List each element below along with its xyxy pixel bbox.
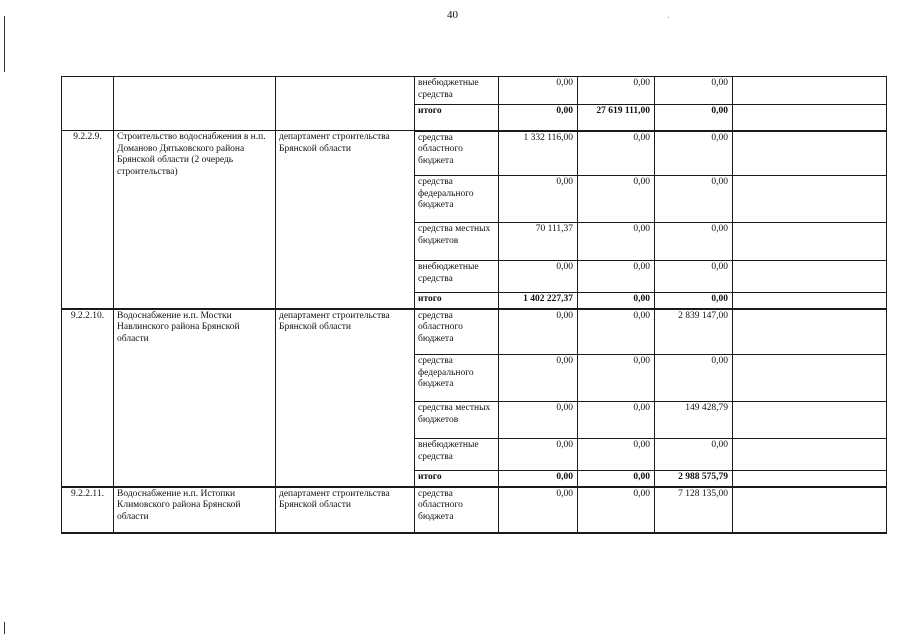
item-executor-cell [276, 77, 415, 131]
table-row [62, 131, 887, 176]
total-label-cell: итого [415, 105, 499, 131]
amount-cell: 0,00 [499, 261, 578, 293]
funding-source-cell: средства федерального бюджета [415, 355, 499, 402]
note-cell [733, 309, 887, 355]
item-name-cell [114, 77, 276, 131]
scan-dot [668, 17, 669, 18]
scan-edge-mark [4, 622, 5, 634]
amount-cell: 0,00 [578, 402, 655, 439]
table-row [62, 77, 887, 105]
amount-cell: 0,00 [499, 309, 578, 355]
total-amount-cell: 2 988 575,79 [655, 471, 733, 487]
table-row [62, 487, 887, 533]
amount-cell: 0,00 [655, 223, 733, 261]
total-amount-cell: 0,00 [578, 471, 655, 487]
note-cell [733, 402, 887, 439]
amount-cell: 0,00 [655, 439, 733, 471]
amount-cell: 0,00 [578, 355, 655, 402]
total-amount-cell: 0,00 [655, 293, 733, 309]
amount-cell: 0,00 [578, 131, 655, 176]
total-amount-cell: 0,00 [578, 293, 655, 309]
scan-edge-mark [4, 16, 5, 72]
amount-cell: 0,00 [578, 223, 655, 261]
note-cell [733, 105, 887, 131]
note-cell [733, 355, 887, 402]
item-code-cell [62, 77, 114, 131]
funding-source-cell: средства местных бюджетов [415, 223, 499, 261]
item-name-cell: Строительство водоснабжения в н.п. Доманово Дятьковского района Брянской области (2 очередь строительства) [114, 131, 276, 309]
note-cell [733, 487, 887, 533]
item-executor-cell: департамент строительства Брянской области [276, 131, 415, 309]
budget-table [61, 76, 887, 534]
funding-source-cell: средства областного бюджета [415, 487, 499, 533]
page-number: 40 [447, 9, 458, 21]
amount-cell: 0,00 [578, 77, 655, 105]
amount-cell: 0,00 [578, 309, 655, 355]
total-amount-cell: 1 402 227,37 [499, 293, 578, 309]
item-name-cell: Водоснабжение н.п. Мостки Навлинского района Брянской области [114, 309, 276, 487]
item-executor-cell: департамент строительства Брянской области [276, 487, 415, 533]
total-amount-cell: 27 619 111,00 [578, 105, 655, 131]
amount-cell: 70 111,37 [499, 223, 578, 261]
item-name-cell: Водоснабжение н.п. Истопки Климовского района Брянской области [114, 487, 276, 533]
amount-cell: 0,00 [499, 487, 578, 533]
total-amount-cell: 0,00 [499, 471, 578, 487]
amount-cell: 0,00 [655, 261, 733, 293]
amount-cell: 1 332 116,00 [499, 131, 578, 176]
amount-cell: 0,00 [499, 402, 578, 439]
total-amount-cell: 0,00 [655, 105, 733, 131]
funding-source-cell: средства областного бюджета [415, 131, 499, 176]
item-executor-cell: департамент строительства Брянской области [276, 309, 415, 487]
total-label-cell: итого [415, 293, 499, 309]
amount-cell: 0,00 [578, 487, 655, 533]
amount-cell: 0,00 [499, 439, 578, 471]
amount-cell: 0,00 [578, 439, 655, 471]
amount-cell: 0,00 [499, 355, 578, 402]
amount-cell: 149 428,79 [655, 402, 733, 439]
funding-source-cell: внебюджетные средства [415, 77, 499, 105]
funding-source-cell: средства местных бюджетов [415, 402, 499, 439]
amount-cell: 0,00 [655, 176, 733, 223]
note-cell [733, 131, 887, 176]
amount-cell: 0,00 [578, 176, 655, 223]
note-cell [733, 439, 887, 471]
amount-cell: 7 128 135,00 [655, 487, 733, 533]
total-label-cell: итого [415, 471, 499, 487]
funding-source-cell: внебюджетные средства [415, 261, 499, 293]
note-cell [733, 223, 887, 261]
funding-source-cell: внебюджетные средства [415, 439, 499, 471]
amount-cell: 0,00 [578, 261, 655, 293]
amount-cell: 0,00 [655, 355, 733, 402]
note-cell [733, 77, 887, 105]
item-code-cell: 9.2.2.9. [62, 131, 114, 309]
item-code-cell: 9.2.2.10. [62, 309, 114, 487]
amount-cell: 2 839 147,00 [655, 309, 733, 355]
funding-source-cell: средства областного бюджета [415, 309, 499, 355]
note-cell [733, 176, 887, 223]
amount-cell: 0,00 [655, 77, 733, 105]
item-code-cell: 9.2.2.11. [62, 487, 114, 533]
note-cell [733, 261, 887, 293]
amount-cell: 0,00 [499, 77, 578, 105]
amount-cell: 0,00 [499, 176, 578, 223]
total-amount-cell: 0,00 [499, 105, 578, 131]
table-row [62, 309, 887, 355]
note-cell [733, 471, 887, 487]
amount-cell: 0,00 [655, 131, 733, 176]
funding-source-cell: средства федерального бюджета [415, 176, 499, 223]
note-cell [733, 293, 887, 309]
